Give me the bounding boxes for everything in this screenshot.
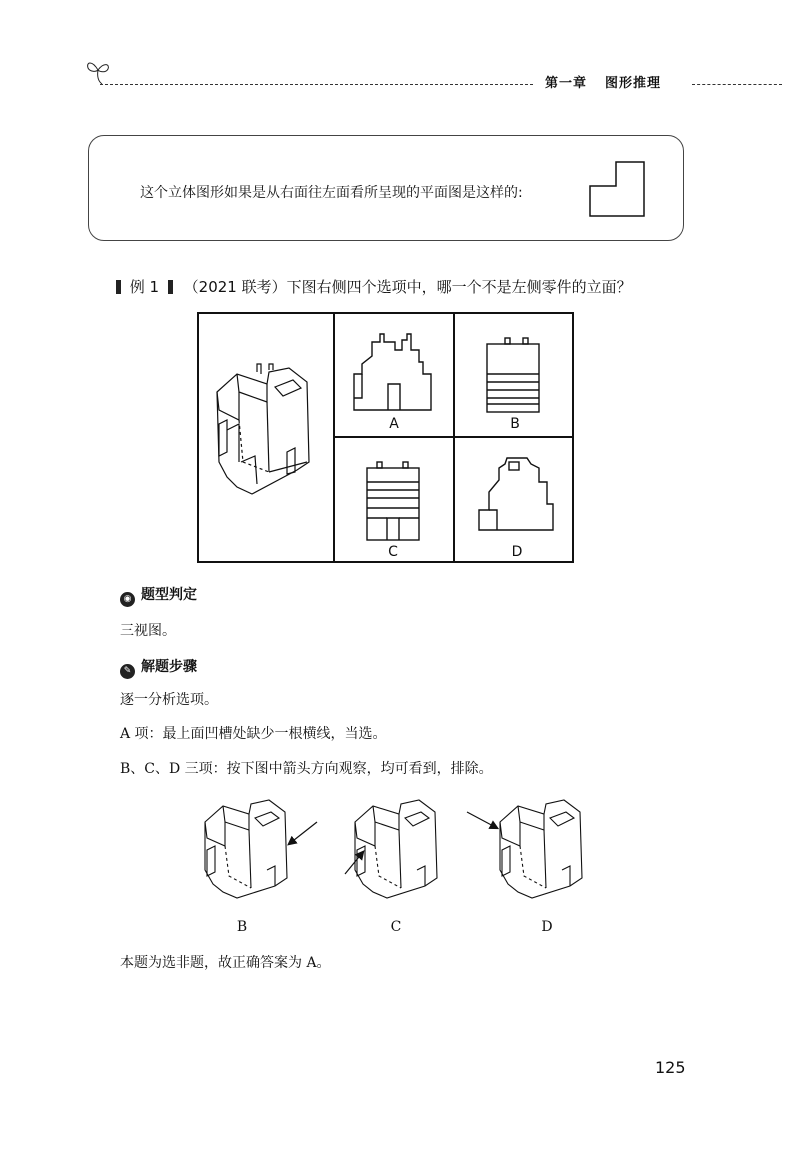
- example-question-text: 下图右侧四个选项中，哪一个不是左侧零件的立面？: [286, 278, 632, 296]
- conclusion: 本题为选非题，故正确答案为 A。: [120, 955, 331, 971]
- leaf-icon: [84, 56, 112, 86]
- part-view-c: [355, 800, 437, 898]
- page-number: 125: [655, 1058, 686, 1077]
- section-type-content: 三视图。: [120, 623, 176, 639]
- option-b-drawing: [487, 338, 539, 412]
- section-badge-icon: ◉: [120, 592, 135, 607]
- arrow-d-icon: [467, 812, 497, 828]
- part-view-d: [500, 800, 582, 898]
- section-badge-icon: ✎: [120, 664, 135, 679]
- example-figure: [197, 312, 575, 564]
- option-b-label: B: [510, 416, 520, 432]
- chapter-heading: [545, 72, 661, 91]
- section-type-title: 题型判定: [141, 587, 197, 603]
- steps-intro: 逐一分析选项。: [120, 692, 218, 708]
- tag-bar-right: [168, 280, 173, 294]
- option-a-drawing: [354, 334, 431, 410]
- option-c-label: C: [388, 544, 398, 560]
- step-a: A 项：最上面凹槽处缺少一根横线，当选。: [120, 726, 387, 742]
- option-c-drawing: [367, 462, 419, 540]
- option-d-drawing: [479, 458, 553, 530]
- header-rule-right: [692, 84, 782, 85]
- option-d-label: D: [511, 544, 523, 560]
- option-a-label: A: [389, 416, 399, 432]
- example-tag: 例 1: [129, 278, 160, 296]
- part-view-b: [205, 800, 287, 898]
- section-steps-title: 解题步骤: [141, 659, 197, 675]
- view-d-label: D: [541, 919, 553, 935]
- direction-figure: [185, 790, 615, 940]
- view-b-label: B: [236, 919, 248, 935]
- arrow-b-icon: [289, 822, 317, 844]
- tag-bar-left: [116, 280, 121, 294]
- note-text: 这个立体图形如果是从右面往左面看所呈现的平面图是这样的:: [140, 185, 523, 201]
- isometric-part-drawing: [217, 364, 309, 494]
- example-source: （2021 联考）: [183, 278, 287, 296]
- view-c-label: C: [390, 919, 402, 935]
- section-steps-heading: [120, 656, 197, 679]
- chapter-number: 第一章: [545, 76, 588, 91]
- l-shape-icon: [588, 160, 648, 220]
- step-bcd: B、C、D 三项：按下图中箭头方向观察，均可看到，排除。: [120, 761, 493, 777]
- example-question: [116, 276, 632, 297]
- chapter-title: 图形推理: [605, 76, 662, 91]
- arrow-c-icon: [345, 852, 363, 874]
- section-type-heading: [120, 584, 197, 607]
- header-rule-left: [100, 84, 533, 85]
